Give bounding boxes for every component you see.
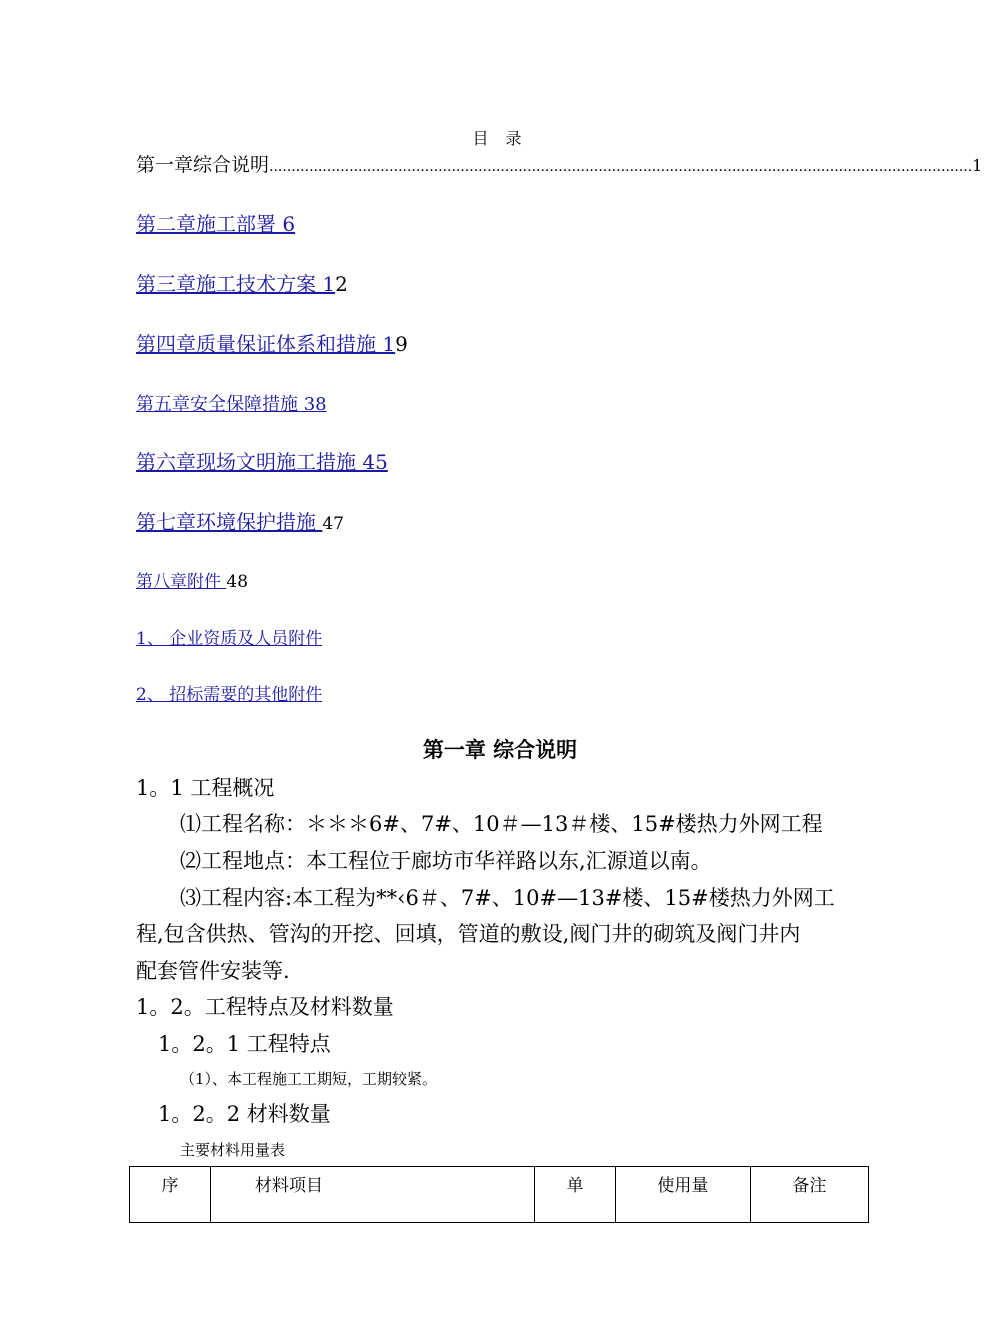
material-table	[129, 1166, 869, 1223]
header-cell-unit: 单	[535, 1167, 616, 1223]
chapter-title: 第一章 综合说明	[422, 737, 578, 762]
project-content-line-3: 配套管件安装等.	[136, 959, 290, 983]
toc-link-chapter-7[interactable]: 第七章环境保护措施 47	[136, 510, 344, 534]
project-location-line: ⑵工程地点：本工程位于廊坊市华祥路以东,汇源道以南。	[180, 849, 712, 873]
toc-title: 目 录	[472, 129, 528, 148]
header-cell-notes: 备注	[750, 1167, 868, 1223]
toc-link-chapter-6[interactable]: 第六章现场文明施工措施 45	[136, 450, 388, 474]
toc-page-number: 1	[972, 156, 983, 175]
project-content-line-1: ⑶工程内容:本工程为**‹6＃、7#、10#—13#楼、15#楼热力外网工	[180, 886, 835, 910]
toc-leader-dots: ..............................................................................................................................................................	[269, 159, 973, 175]
section-heading-1-1: 1。1 工程概况	[136, 776, 275, 800]
toc-entry-label: 第一章综合说明	[136, 154, 270, 176]
table-caption: 主要材料用量表	[180, 1141, 286, 1159]
toc-link-attachment-1[interactable]: 1、 企业资质及人员附件	[136, 629, 323, 649]
section-heading-1-2: 1。2。工程特点及材料数量	[136, 995, 394, 1019]
section-heading-1-2-2: 1。2。2 材料数量	[158, 1102, 331, 1126]
toc-link-chapter-4[interactable]: 第四章质量保证体系和措施 19	[136, 332, 408, 356]
project-name-line: ⑴工程名称：＊＊＊6#、7#、10＃—13＃楼、15#楼热力外网工程	[180, 812, 823, 836]
toc-link-attachment-2[interactable]: 2、 招标需要的其他附件	[136, 685, 323, 705]
feature-item: （1）、本工程施工工期短，工期较紧。	[180, 1070, 438, 1088]
table-header-row	[130, 1167, 869, 1223]
project-content-line-2: 程,包含供热、管沟的开挖、回填，管道的敷设,阀门井的砌筑及阀门井内	[136, 922, 801, 946]
toc-entry-chapter-1[interactable]	[136, 150, 983, 177]
toc-link-chapter-8[interactable]: 第八章附件 48	[136, 572, 249, 592]
header-cell-item: 材料项目	[210, 1167, 534, 1223]
header-cell-index: 序	[130, 1167, 211, 1223]
toc-link-chapter-2[interactable]: 第二章施工部署 6	[136, 212, 296, 236]
toc-link-chapter-5[interactable]: 第五章安全保障措施 38	[136, 394, 327, 415]
section-heading-1-2-1: 1。2。1 工程特点	[158, 1032, 331, 1056]
toc-link-chapter-3[interactable]: 第三章施工技术方案 12	[136, 272, 348, 296]
header-cell-quantity: 使用量	[616, 1167, 751, 1223]
